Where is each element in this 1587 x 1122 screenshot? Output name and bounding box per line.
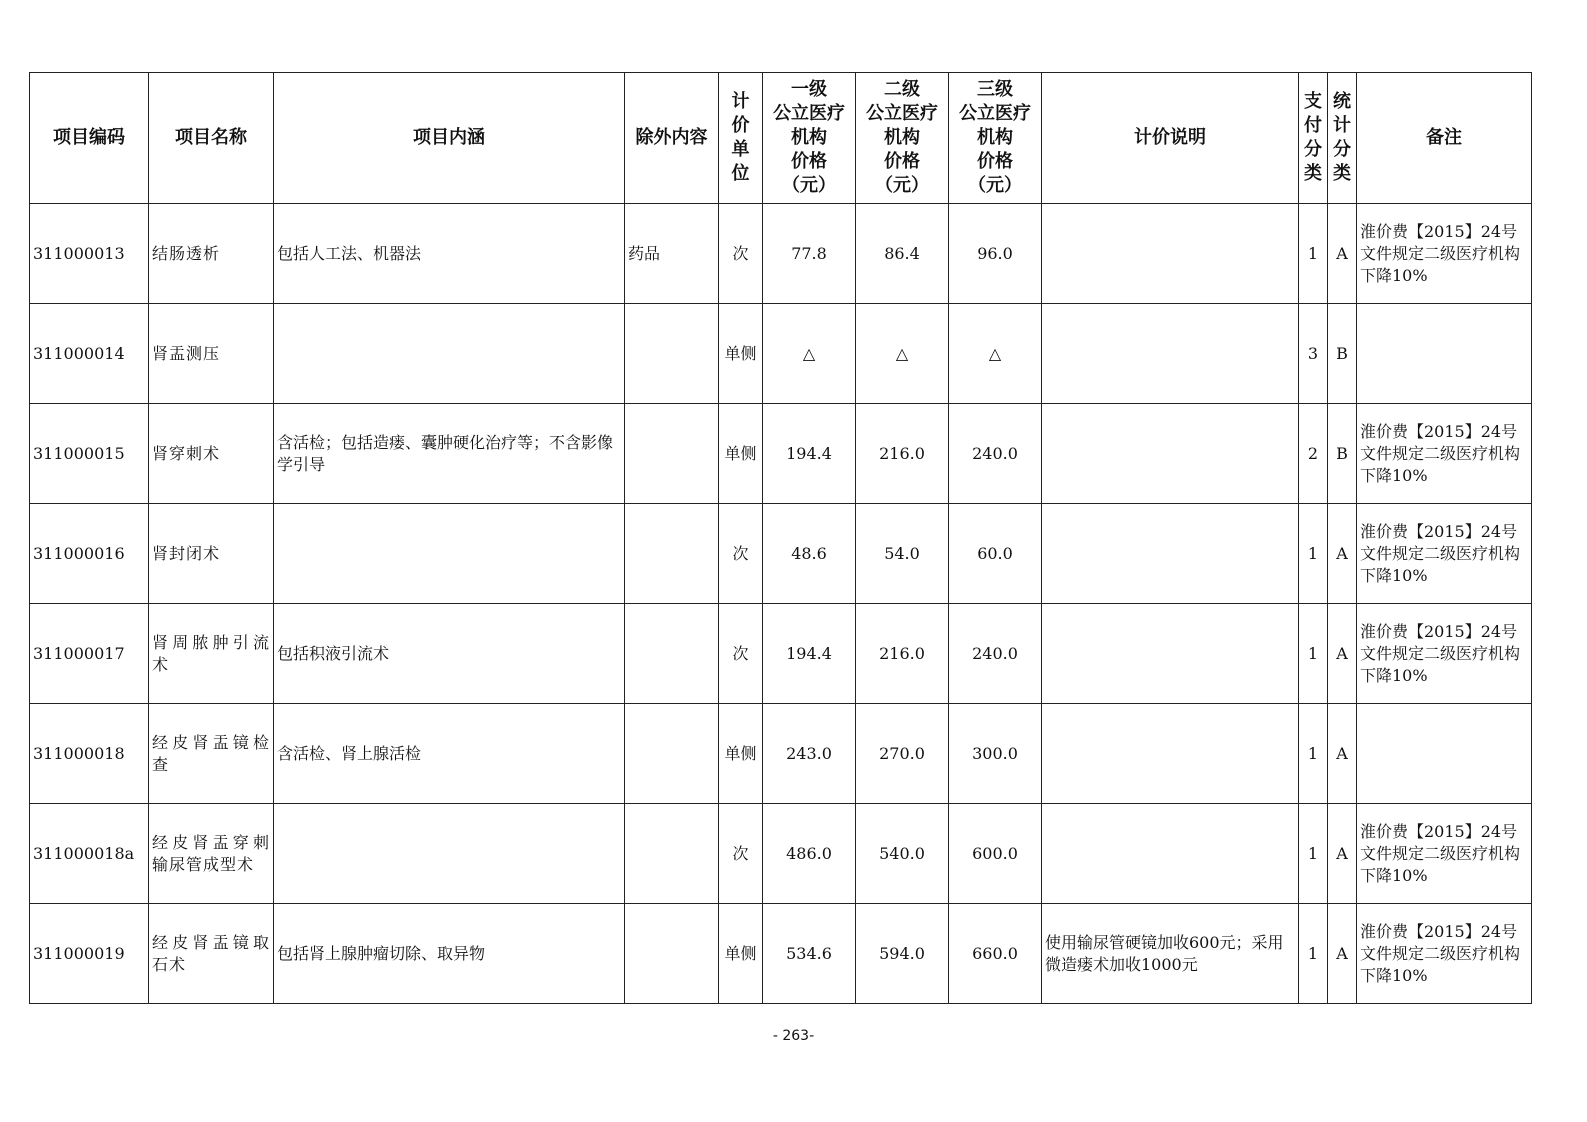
cell-price-level3: 240.0: [949, 604, 1042, 704]
cell-unit: 单侧: [719, 404, 763, 504]
price-table: [29, 72, 1532, 1004]
cell-price-level3: 300.0: [949, 704, 1042, 804]
header-unit: [719, 73, 763, 204]
table-row: [30, 604, 1532, 704]
header-stat-class: [1328, 73, 1357, 204]
cell-price-level1: 534.6: [763, 904, 856, 1004]
cell-price-level2: 54.0: [856, 504, 949, 604]
cell-code: 311000018: [30, 704, 149, 804]
table-row: [30, 704, 1532, 804]
cell-price-level1: 486.0: [763, 804, 856, 904]
header-payment-class: [1299, 73, 1328, 204]
cell-price-level3: 60.0: [949, 504, 1042, 604]
header-price-level1: [763, 73, 856, 204]
cell-price-level2: 540.0: [856, 804, 949, 904]
cell-stat-class: A: [1328, 704, 1357, 804]
cell-price-level2: 86.4: [856, 204, 949, 304]
header-name: 项目名称: [149, 73, 274, 204]
cell-unit: 次: [719, 804, 763, 904]
cell-price-level1: 77.8: [763, 204, 856, 304]
cell-exclude: 药品: [625, 204, 719, 304]
table-row: [30, 504, 1532, 604]
cell-content: 包括积液引流术: [274, 604, 625, 704]
header-label-line: 公立医疗: [866, 103, 938, 124]
header-label-line: 价格: [884, 151, 920, 172]
cell-note: 淮价费【2015】24号文件规定二级医疗机构下降10%: [1357, 504, 1532, 604]
header-label-line: 位: [731, 163, 750, 184]
cell-note: 淮价费【2015】24号文件规定二级医疗机构下降10%: [1357, 404, 1532, 504]
header-label-line: 机构: [884, 127, 920, 148]
cell-exclude: [625, 504, 719, 604]
header-label-line: 三级: [977, 79, 1013, 100]
header-price-level3: [949, 73, 1042, 204]
cell-name: 肾封闭术: [149, 504, 274, 604]
cell-unit: 次: [719, 604, 763, 704]
cell-note: [1357, 304, 1532, 404]
cell-code: 311000019: [30, 904, 149, 1004]
cell-payment-class: 1: [1299, 204, 1328, 304]
cell-unit: 次: [719, 204, 763, 304]
header-label-line: （元）: [782, 175, 836, 196]
table-row: [30, 904, 1532, 1004]
cell-price-level3: △: [949, 304, 1042, 404]
cell-note: 淮价费【2015】24号文件规定二级医疗机构下降10%: [1357, 904, 1532, 1004]
cell-exclude: [625, 704, 719, 804]
header-label-line: 支: [1304, 91, 1322, 112]
header-label-line: 计: [1333, 115, 1351, 136]
cell-price-level3: 600.0: [949, 804, 1042, 904]
header-code: 项目编码: [30, 73, 149, 204]
header-row: [30, 73, 1532, 204]
cell-content: 含活检；包括造瘘、囊肿硬化治疗等；不含影像学引导: [274, 404, 625, 504]
cell-stat-class: A: [1328, 504, 1357, 604]
cell-code: 311000016: [30, 504, 149, 604]
cell-description: [1042, 804, 1299, 904]
cell-price-level1: 194.4: [763, 604, 856, 704]
cell-unit: 单侧: [719, 304, 763, 404]
cell-price-level3: 240.0: [949, 404, 1042, 504]
header-label-line: 公立医疗: [959, 103, 1031, 124]
cell-content: 包括肾上腺肿瘤切除、取异物: [274, 904, 625, 1004]
header-note: 备注: [1357, 73, 1532, 204]
cell-payment-class: 3: [1299, 304, 1328, 404]
cell-price-level3: 96.0: [949, 204, 1042, 304]
cell-price-level2: 594.0: [856, 904, 949, 1004]
cell-content: [274, 504, 625, 604]
cell-exclude: [625, 304, 719, 404]
cell-description: [1042, 604, 1299, 704]
cell-price-level1: △: [763, 304, 856, 404]
header-label-line: 单: [731, 139, 750, 160]
cell-name: 结肠透析: [149, 204, 274, 304]
cell-name: 肾周脓肿引流术: [149, 604, 274, 704]
header-label-line: 付: [1304, 115, 1322, 136]
cell-stat-class: B: [1328, 404, 1357, 504]
cell-price-level1: 194.4: [763, 404, 856, 504]
cell-exclude: [625, 604, 719, 704]
cell-description: [1042, 404, 1299, 504]
cell-code: 311000013: [30, 204, 149, 304]
header-label-line: 价格: [791, 151, 827, 172]
cell-code: 311000018a: [30, 804, 149, 904]
cell-content: [274, 304, 625, 404]
cell-price-level2: △: [856, 304, 949, 404]
cell-code: 311000014: [30, 304, 149, 404]
cell-name: 肾盂测压: [149, 304, 274, 404]
cell-unit: 单侧: [719, 904, 763, 1004]
cell-name: 经皮肾盂镜检查: [149, 704, 274, 804]
cell-content: 含活检、肾上腺活检: [274, 704, 625, 804]
header-label-line: 价: [731, 115, 750, 136]
header-label-line: （元）: [968, 175, 1022, 196]
cell-payment-class: 1: [1299, 804, 1328, 904]
cell-price-level2: 270.0: [856, 704, 949, 804]
header-label-line: 机构: [791, 127, 827, 148]
cell-exclude: [625, 804, 719, 904]
cell-payment-class: 1: [1299, 704, 1328, 804]
header-description: 计价说明: [1042, 73, 1299, 204]
cell-note: 淮价费【2015】24号文件规定二级医疗机构下降10%: [1357, 604, 1532, 704]
cell-description: [1042, 704, 1299, 804]
cell-content: [274, 804, 625, 904]
cell-code: 311000017: [30, 604, 149, 704]
cell-price-level1: 243.0: [763, 704, 856, 804]
cell-payment-class: 1: [1299, 604, 1328, 704]
cell-price-level1: 48.6: [763, 504, 856, 604]
cell-stat-class: A: [1328, 204, 1357, 304]
cell-code: 311000015: [30, 404, 149, 504]
header-exclude: 除外内容: [625, 73, 719, 204]
cell-unit: 单侧: [719, 704, 763, 804]
table-row: [30, 204, 1532, 304]
cell-name: 经皮肾盂镜取石术: [149, 904, 274, 1004]
cell-description: [1042, 204, 1299, 304]
cell-note: [1357, 704, 1532, 804]
cell-payment-class: 2: [1299, 404, 1328, 504]
table-body: [30, 204, 1532, 1004]
header-label-line: 计: [731, 91, 750, 112]
table-row: [30, 404, 1532, 504]
cell-payment-class: 1: [1299, 504, 1328, 604]
cell-stat-class: B: [1328, 304, 1357, 404]
cell-price-level2: 216.0: [856, 404, 949, 504]
header-label-line: 分: [1333, 139, 1351, 160]
header-label-line: 类: [1333, 163, 1351, 184]
cell-price-level3: 660.0: [949, 904, 1042, 1004]
cell-name: 肾穿刺术: [149, 404, 274, 504]
header-content: 项目内涵: [274, 73, 625, 204]
cell-note: 淮价费【2015】24号文件规定二级医疗机构下降10%: [1357, 804, 1532, 904]
cell-name: 经皮肾盂穿刺输尿管成型术: [149, 804, 274, 904]
cell-stat-class: A: [1328, 904, 1357, 1004]
cell-unit: 次: [719, 504, 763, 604]
cell-description: 使用输尿管硬镜加收600元；采用微造瘘术加收1000元: [1042, 904, 1299, 1004]
cell-payment-class: 1: [1299, 904, 1328, 1004]
cell-description: [1042, 504, 1299, 604]
cell-description: [1042, 304, 1299, 404]
table-row: [30, 304, 1532, 404]
header-label-line: 类: [1304, 163, 1322, 184]
page-number: - 263-: [772, 1028, 815, 1044]
header-label-line: 价格: [977, 151, 1013, 172]
header-label-line: 二级: [884, 79, 920, 100]
cell-stat-class: A: [1328, 604, 1357, 704]
cell-content: 包括人工法、机器法: [274, 204, 625, 304]
cell-price-level2: 216.0: [856, 604, 949, 704]
header-label-line: （元）: [875, 175, 929, 196]
cell-note: 淮价费【2015】24号文件规定二级医疗机构下降10%: [1357, 204, 1532, 304]
header-label-line: 机构: [977, 127, 1013, 148]
header-label-line: 一级: [791, 79, 827, 100]
cell-exclude: [625, 904, 719, 1004]
header-label-line: 分: [1304, 139, 1322, 160]
header-label-line: 公立医疗: [773, 103, 845, 124]
cell-exclude: [625, 404, 719, 504]
header-label-line: 统: [1333, 91, 1351, 112]
cell-stat-class: A: [1328, 804, 1357, 904]
header-price-level2: [856, 73, 949, 204]
table-row: [30, 804, 1532, 904]
